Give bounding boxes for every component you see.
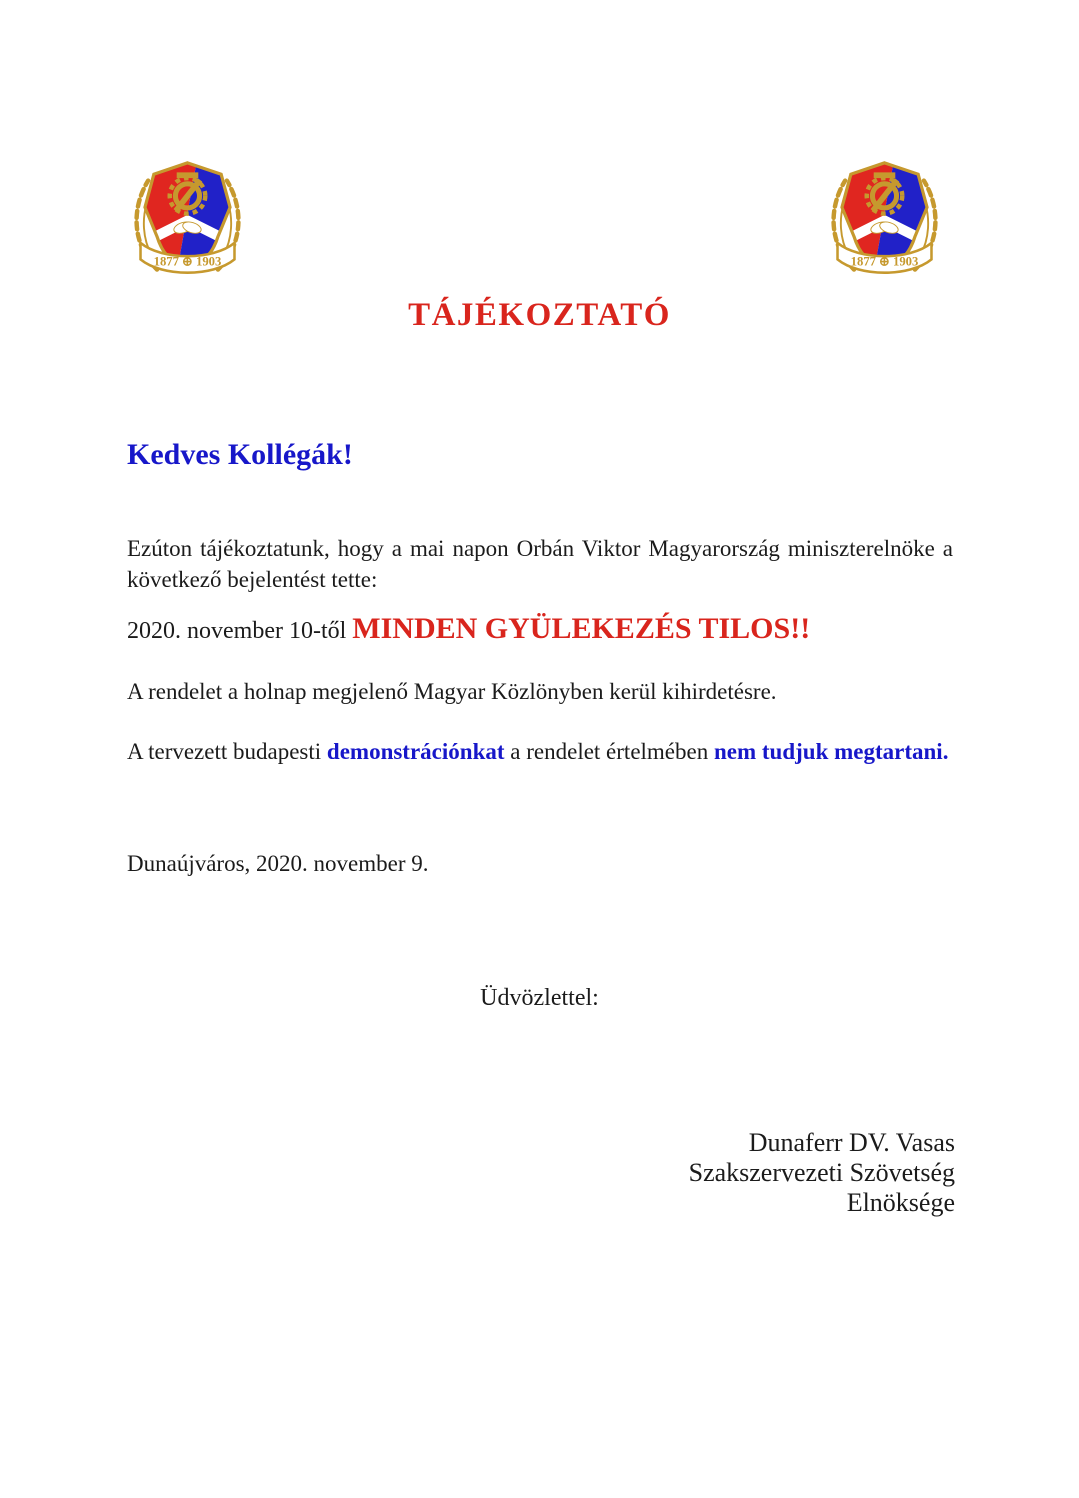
paragraph-decree: A rendelet a holnap megjelenő Magyar Közlönyben kerül kihirdetésre. [127,679,777,704]
greeting: Kedves Kollégák! [127,438,353,471]
paragraph-intro: Ezúton tájékoztatunk, hogy a mai napon Orbán Viktor Magyarország miniszterelnöke a következő bejelentést tette: [127,536,953,592]
demo-text-2: a rendelet értelmében [504,739,714,764]
signature-line-3: Elnöksége [846,1188,955,1217]
union-emblem-left-icon [124,146,251,294]
announcement-line [127,613,953,647]
announcement-date: 2020. november 10-től [127,618,353,644]
signature-block [689,1128,955,1218]
paragraph-demo [127,736,953,767]
union-emblem-right-icon [821,146,948,294]
dateline: Dunaújváros, 2020. november 9. [127,851,429,876]
demo-highlight-2: nem tudjuk megtartani. [713,739,949,764]
signature-line-1: Dunaferr DV. Vasas [748,1128,955,1157]
announcement-highlight: MINDEN GYÜLEKEZÉS TILOS!! [352,612,811,645]
demo-text-1: A tervezett budapesti [127,739,327,764]
demo-highlight-1: demonstrációnkat [326,739,505,764]
signature-line-2: Szakszervezeti Szövetség [688,1158,955,1187]
page-title: TÁJÉKOZTATÓ [408,297,671,333]
closing: Üdvözlettel: [480,985,599,1011]
